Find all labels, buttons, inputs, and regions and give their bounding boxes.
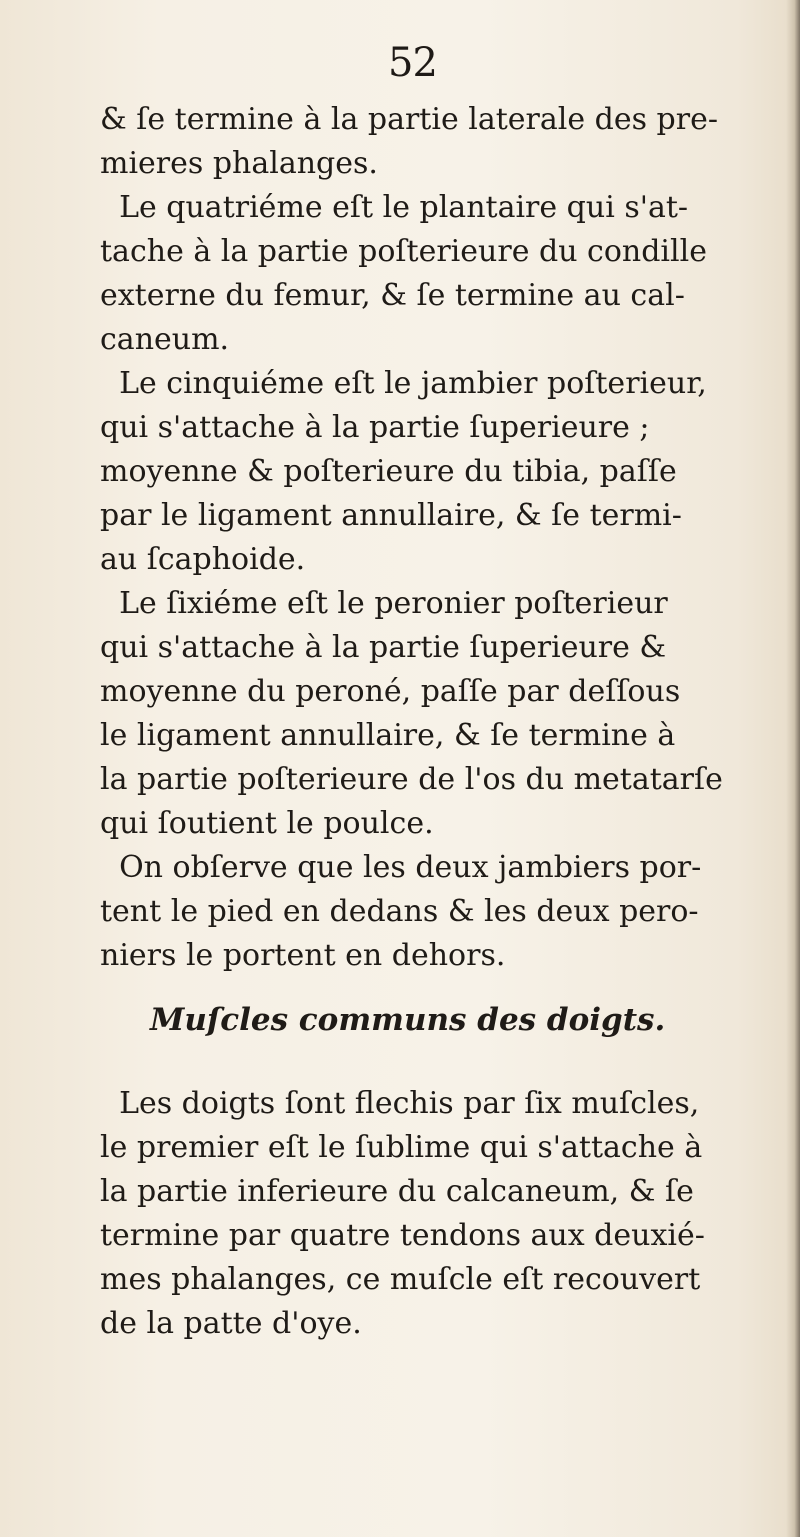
- text-line: de la patte d'oye.: [100, 1306, 362, 1341]
- text-line: qui s'attache à la partie ſuperieure &: [100, 630, 667, 665]
- body-text: [100, 98, 780, 978]
- text-line: par le ligament annullaire, & ſe termi-: [100, 498, 682, 533]
- text-line: niers le portent en dehors.: [100, 938, 506, 973]
- text-line: mes phalanges, ce muſcle eſt recouvert: [100, 1262, 701, 1297]
- text-line: Le quatriéme eſt le plantaire qui s'at-: [100, 190, 689, 225]
- text-line: Le ſixiéme eſt le peronier poſterieur: [100, 586, 668, 621]
- text-line: qui s'attache à la partie ſuperieure ;: [100, 410, 650, 445]
- text-line: qui ſoutient le poulce.: [100, 806, 434, 841]
- text-line: moyenne du peroné, paſſe par deſſous: [100, 674, 681, 709]
- text-line: tache à la partie poſterieure du condille: [100, 234, 707, 269]
- text-line: externe du femur, & ſe termine au cal-: [100, 278, 685, 313]
- text-line: Les doigts ſont flechis par ſix muſcles,: [100, 1086, 700, 1121]
- text-line: la partie inferieure du calcaneum, & ſe: [100, 1174, 694, 1209]
- page-number: 52: [388, 40, 437, 86]
- text-line: le ligament annullaire, & ſe termine à: [100, 718, 676, 753]
- text-line: la partie poſterieure de l'os du metatarſe: [100, 762, 723, 797]
- text-line: mieres phalanges.: [100, 146, 378, 181]
- text-line: caneum.: [100, 322, 230, 357]
- text-line: On obſerve que les deux jambiers por-: [100, 850, 702, 885]
- section-heading: Muſcles communs des doigts.: [150, 1002, 666, 1038]
- page-edge-shadow: [786, 0, 800, 1537]
- text-line: tent le pied en dedans & les deux pero-: [100, 894, 699, 929]
- text-line: & ſe termine à la partie laterale des pre-: [100, 102, 718, 137]
- text-line: moyenne & poſterieure du tibia, paſſe: [100, 454, 677, 489]
- text-line: au ſcaphoide.: [100, 542, 306, 577]
- text-line: le premier eſt le ſublime qui s'attache à: [100, 1130, 703, 1165]
- section-body-text: [100, 1082, 780, 1346]
- text-line: Le cinquiéme eſt le jambier poſterieur,: [100, 366, 707, 401]
- text-line: termine par quatre tendons aux deuxié-: [100, 1218, 705, 1253]
